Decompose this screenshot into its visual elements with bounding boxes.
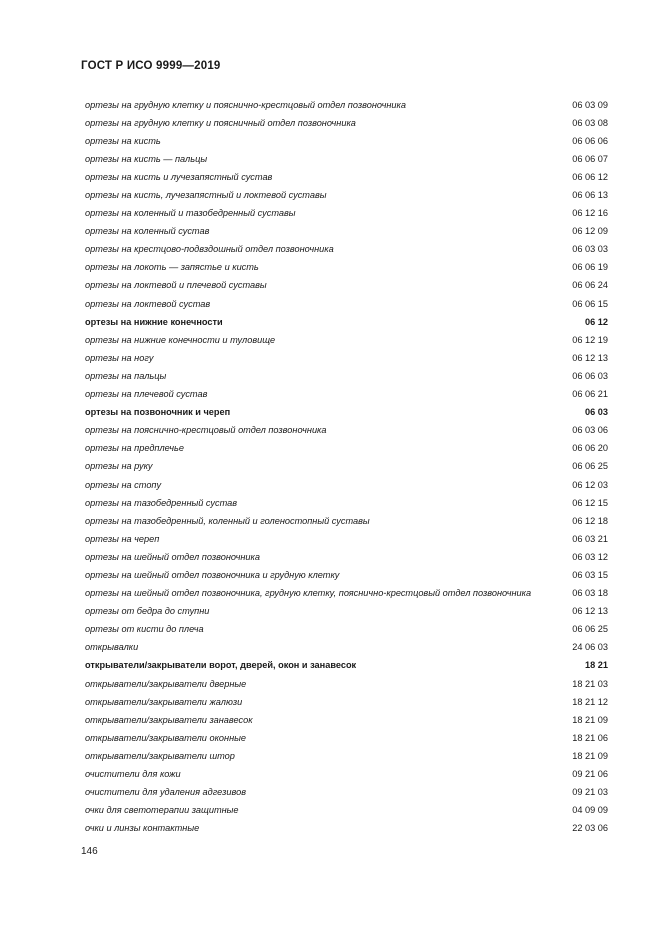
index-code: 06 06 03 [572,370,608,381]
index-code: 06 12 03 [572,479,608,490]
index-term: ортезы на коленный и тазобедренный суставы [85,208,296,219]
index-term: ортезы на шейный отдел позвоночника, грудную клетку, пояснично-крестцовый отдел позвоночника [85,588,532,599]
index-code: 06 06 21 [572,389,608,400]
index-row [85,603,608,621]
index-row [85,386,608,404]
index-row [85,349,608,367]
index-row [85,295,608,313]
index-term: ортезы от бедра до ступни [85,606,210,617]
index-term: ортезы на нижние конечности и туловище [85,334,276,345]
index-term: ортезы на коленный сустав [85,226,210,237]
index-row [85,150,608,168]
index-term: ортезы на предплечье [85,443,184,454]
index-row [85,476,608,494]
index-section-row [85,313,608,331]
index-code: 06 06 15 [572,298,608,309]
index-row [85,277,608,295]
index-code: 06 06 12 [572,171,608,182]
index-code: 06 12 16 [572,208,608,219]
index-row [85,132,608,150]
index-code: 06 06 06 [572,135,608,146]
index-section-row [85,404,608,422]
index-row [85,585,608,603]
index-row [85,747,608,765]
index-term: открыватели/закрыватели дверные [85,678,247,689]
index-term: очистители для удаления адгезивов [85,787,247,798]
document-header: ГОСТ Р ИСО 9999—2019 [81,60,221,72]
index-code: 06 06 24 [572,280,608,291]
index-code: 06 06 25 [572,461,608,472]
index-row [85,96,608,114]
index-code: 22 03 06 [572,823,608,834]
index-code: 18 21 09 [572,714,608,725]
index-term: ортезы на пояснично-крестцовый отдел позвоночника [85,425,327,436]
index-row [85,820,608,838]
index-code: 06 03 09 [572,99,608,110]
index-term: ортезы на тазобедренный, коленный и голеностопный суставы [85,515,370,526]
index-term: ортезы на грудную клетку и пояснично-крестцовый отдел позвоночника [85,99,406,110]
index-row [85,259,608,277]
index-term: ортезы на череп [85,533,160,544]
index-term: ортезы на шейный отдел позвоночника [85,551,260,562]
index-term: ортезы на стопу [85,479,162,490]
index-code: 24 06 03 [572,642,608,653]
index-row [85,241,608,259]
index-term: ортезы на шейный отдел позвоночника и грудную клетку [85,569,340,580]
index-term: открыватели/закрыватели жалюзи [85,696,243,707]
index-term: ортезы на кисть [85,135,161,146]
index-code: 06 12 13 [572,352,608,363]
index-row [85,223,608,241]
index-row [85,729,608,747]
index-code: 06 12 13 [572,606,608,617]
index-code: 06 06 19 [572,262,608,273]
index-term: очки и линзы контактные [85,823,200,834]
index-term: ортезы на ногу [85,352,154,363]
index-term: ортезы от кисти до плеча [85,624,204,635]
index-code: 18 21 06 [572,732,608,743]
index-term: ортезы на кисть и лучезапястный сустав [85,171,273,182]
index-term: ортезы на нижние конечности [85,316,223,327]
index-term: ортезы на локоть — запястье и кисть [85,262,259,273]
index-row [85,512,608,530]
index-term: ортезы на руку [85,461,153,472]
index-row [85,494,608,512]
index-code: 06 12 [585,316,608,327]
index-code: 06 03 06 [572,425,608,436]
index-row [85,802,608,820]
index-row [85,367,608,385]
index-code: 06 12 18 [572,515,608,526]
index-term: очистители для кожи [85,769,181,780]
index-code: 06 03 [585,407,608,418]
index-section-row [85,657,608,675]
index-row [85,784,608,802]
index-code: 06 03 18 [572,588,608,599]
index-term: открыватели/закрыватели штор [85,750,235,761]
index-row [85,566,608,584]
index-row [85,168,608,186]
index-entries [85,96,608,838]
index-term: ортезы на пальцы [85,370,167,381]
index-code: 18 21 12 [572,696,608,707]
index-term: открыватели/закрыватели занавесок [85,714,253,725]
index-term: открывалки [85,642,139,653]
index-row [85,693,608,711]
index-row [85,548,608,566]
index-code: 18 21 09 [572,750,608,761]
index-code: 06 03 21 [572,533,608,544]
index-row [85,422,608,440]
index-row [85,639,608,657]
page-number: 146 [81,846,98,857]
index-code: 06 12 09 [572,226,608,237]
index-code: 09 21 03 [572,787,608,798]
index-term: открыватели/закрыватели ворот, дверей, окон и занавесок [85,660,357,671]
index-code: 06 12 19 [572,334,608,345]
index-term: ортезы на плечевой сустав [85,389,208,400]
index-row [85,205,608,223]
index-row [85,114,608,132]
index-term: ортезы на позвоночник и череп [85,407,231,418]
index-code: 06 03 15 [572,569,608,580]
index-code: 18 21 [585,660,608,671]
index-term: ортезы на грудную клетку и поясничный отдел позвоночника [85,117,356,128]
index-term: очки для светотерапии защитные [85,805,239,816]
index-row [85,711,608,729]
index-term: открыватели/закрыватели оконные [85,732,247,743]
index-code: 06 06 25 [572,624,608,635]
index-code: 06 06 20 [572,443,608,454]
index-term: ортезы на кисть, лучезапястный и локтевой суставы [85,190,327,201]
index-code: 09 21 06 [572,769,608,780]
index-row [85,331,608,349]
index-row [85,621,608,639]
index-code: 06 03 03 [572,244,608,255]
index-code: 06 12 15 [572,497,608,508]
index-code: 06 06 07 [572,153,608,164]
index-row [85,530,608,548]
index-row [85,186,608,204]
index-row [85,675,608,693]
index-term: ортезы на тазобедренный сустав [85,497,238,508]
index-term: ортезы на локтевой сустав [85,298,211,309]
index-code: 04 09 09 [572,805,608,816]
index-code: 18 21 03 [572,678,608,689]
index-row [85,440,608,458]
index-row [85,458,608,476]
index-row [85,765,608,783]
index-term: ортезы на крестцово-подвздошный отдел позвоночника [85,244,334,255]
index-code: 06 03 08 [572,117,608,128]
index-term: ортезы на кисть — пальцы [85,153,208,164]
index-code: 06 03 12 [572,551,608,562]
index-term: ортезы на локтевой и плечевой суставы [85,280,267,291]
index-code: 06 06 13 [572,190,608,201]
